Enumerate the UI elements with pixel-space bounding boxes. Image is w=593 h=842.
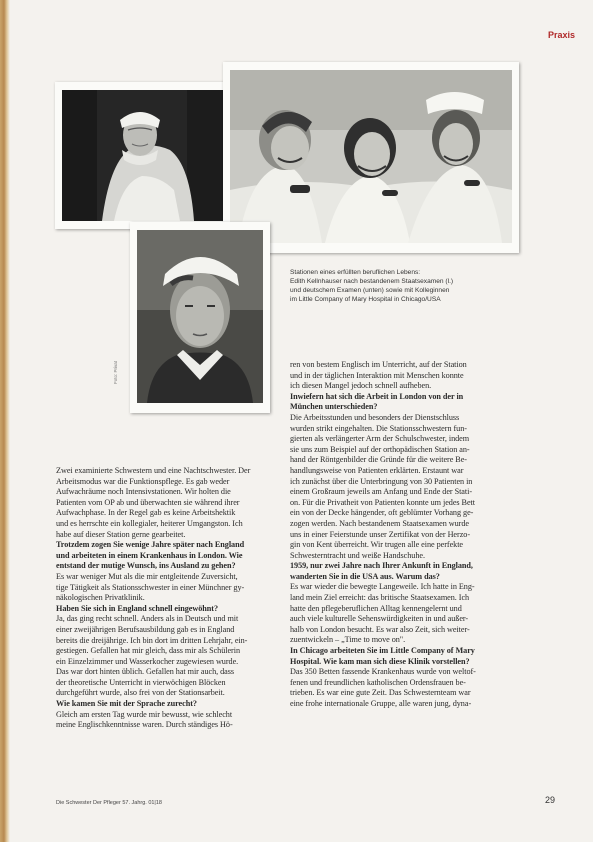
interview-question-line: München unterschieden?	[290, 402, 378, 412]
caption-line: und deutschem Examen (unten) sowie mit Kolleginnen	[290, 287, 450, 294]
body-text-line: Es war weniger Mut als die mir entgleitende Zuversicht,	[56, 571, 238, 581]
photo-graduation	[55, 82, 236, 229]
body-text-line: Aufwachphase. In der Regel gab es keine Arbeitshektik	[56, 508, 236, 518]
body-text-line: ein von der Decke hängender, oft geblümter Vorhang ge-	[290, 508, 474, 518]
interview-question-line: entstand der mutige Wunsch, ins Ausland zu gehen?	[56, 561, 236, 571]
body-text-line: wurden strikt eingehalten. Die Stationsschwestern fun-	[290, 423, 467, 433]
footer-source: Die Schwester Der Pfleger 57. Jahrg. 01|18	[56, 800, 162, 806]
body-text-line: Schwesterntracht und weiße Handschuhe.	[290, 550, 425, 560]
body-text-line: zogen werden. Nach bestandenem Staatsexamen wurde	[290, 518, 469, 528]
body-text-line: on. Für die Privatheit von Patienten konnte um jedes Bett	[290, 497, 475, 507]
body-text-line: und es herrschte ein kollegialer, heiterer Umgangston. Ich	[56, 518, 243, 528]
body-text-line: hand der Röntgenbilder die Gründe für die weitere Be-	[290, 455, 467, 465]
photo-portrait-image	[137, 230, 263, 403]
body-text-line: Ja, das ging recht schnell. Anders als in Deutsch und mit	[56, 614, 239, 624]
body-text-line: einem Großraum jeweils am Anfang und Ende der Stati-	[290, 487, 473, 497]
caption-line: Edith Kellnhauser nach bestandenem Staatsexamen (l.)	[290, 278, 454, 285]
interview-question-line: Hospital. Wie kam man sich diese Klinik vorstellen?	[290, 656, 470, 666]
body-text-line: meine Englischkenntnisse waren. Durch ständiges Hö-	[56, 720, 233, 730]
body-text-line: hatte den pflegeberuflichen Alltag kennengelernt und	[290, 603, 462, 613]
body-text-line: durchgeführt wurde, also frei von der Stationsarbeit.	[56, 688, 225, 698]
interview-question-line: In Chicago arbeiteten Sie im Little Company of Mary	[290, 646, 475, 656]
photo-portrait	[130, 222, 270, 413]
photo-graduation-image	[62, 90, 229, 221]
body-text-line: Gleich am ersten Tag wurde mir bewusst, wie schlecht	[56, 709, 233, 719]
body-text-line: sie uns zum Beispiel auf der orthopädischen Station an-	[290, 444, 470, 454]
body-text-line: gierten als verlängerter Arm der Schulschwester, indem	[290, 434, 470, 444]
body-text-line: bereits die dreijährige. Ich bin dort im dritten Lehrjahr, ein-	[56, 635, 248, 645]
body-text-line: tige Tätigkeit als Stationsschwester in einer Münchner gy-	[56, 582, 245, 592]
caption-line: im Little Company of Mary Hospital in Chicago/USA	[290, 296, 441, 303]
body-text-line: habe auf dieser Station gerne gearbeitet.	[56, 529, 186, 539]
body-text-line: Das 350 Betten fassende Krankenhaus wurde von weltof-	[290, 667, 476, 677]
body-text-line: zuentwickeln – „Time to move on".	[290, 635, 406, 645]
body-text-line: uns in einer Feierstunde unser Zertifikat von der Herzo-	[290, 529, 470, 539]
body-text-line: Patienten vom OP ab und überwachten sie während ihrer	[56, 497, 240, 507]
body-text-line: der theoretische Unterricht in vierwöchigen Blöcken	[56, 677, 226, 687]
interview-question-line: wanderten Sie in die USA aus. Warum das?	[290, 571, 440, 581]
body-text-line: ein Einzelzimmer und Wasserkocher zugewiesen wurde.	[56, 656, 239, 666]
interview-question-line: Trotzdem zogen Sie wenige Jahre später nach England	[56, 540, 245, 550]
body-text-line: näkologischen Privatklinik.	[56, 593, 145, 603]
body-text-line: gestiegen. Gefallen hat mir gleich, dass mir als Schülerin	[56, 646, 240, 656]
interview-question-line: Wie kamen Sie mit der Sprache zurecht?	[56, 699, 197, 709]
photo-credit: Foto: Privat	[113, 360, 118, 384]
page-number: 29	[544, 795, 555, 805]
body-text-line: gin von Kent überreicht. Wir trugen alle eine perfekte	[290, 540, 464, 550]
body-text-line: ren von bestem Englisch im Unterricht, auf der Station	[290, 360, 467, 369]
body-text-line: ich diesen Mangel jedoch schnell aufheben.	[290, 381, 432, 391]
interview-question-line: Haben Sie sich in England schnell eingewöhnt?	[56, 603, 218, 613]
body-text-line: fenen und freundlichen katholischen Ordensfrauen be-	[290, 677, 466, 687]
interview-question-line: und arbeiteten in einem Krankenhaus in London. Wie	[56, 550, 243, 560]
interview-question-line: Inwiefern hat sich die Arbeit in London von der in	[290, 391, 464, 401]
body-text-line: auch viele kulturelle Sehenswürdigkeiten in und außer-	[290, 614, 469, 624]
section-label: Praxis	[547, 30, 575, 40]
body-text-line: Aufwachräume noch Intensivstationen. Wir holten die	[56, 487, 231, 497]
body-text-line: Arbeitsmodus war die Funktionspflege. Es gab weder	[56, 476, 230, 486]
body-text-line: handlungsweise von Patienten erklärten. Erstaunt war	[290, 465, 464, 475]
body-text-line: Es war wieder die bewegte Langeweile. Ich hatte in Eng-	[290, 582, 475, 592]
body-text-line: ich zunächst über die Unterbringung von 30 Patienten in	[290, 476, 473, 486]
caption-line: Stationen eines erfüllten beruflichen Lebens:	[290, 269, 421, 276]
photo-caption	[290, 268, 520, 304]
photo-colleagues-image	[230, 70, 512, 243]
body-text-line: Zwei examinierte Schwestern und eine Nachtschwester. Der	[56, 466, 251, 475]
body-text-line: einer zweijährigen Berufsausbildung gab es in England	[56, 624, 235, 634]
text-column-left	[56, 466, 282, 731]
body-text-line: eine frohe internationale Gruppe, alle waren jung, dyna-	[290, 699, 472, 708]
body-text-line: Die Arbeitsstunden und besonders der Dienstschluss	[290, 412, 460, 422]
body-text-line: land mein Ziel erreicht: das britische Staatsexamen. Ich	[290, 593, 470, 603]
body-text-line: trieben. Es war eine gute Zeit. Das Schwesternteam war	[290, 688, 471, 698]
page-edge	[0, 0, 10, 842]
interview-question-line: 1959, nur zwei Jahre nach Ihrer Ankunft in England,	[290, 561, 473, 571]
body-text-line: und in der täglichen Interaktion mit Menschen konnte	[290, 370, 464, 380]
text-column-right	[290, 360, 519, 710]
body-text-line: halb von London besucht. Es war also Zeit, sich weiter-	[290, 624, 470, 634]
body-text-line: Das war dort hinten üblich. Gefallen hat mir auch, dass	[56, 667, 235, 677]
